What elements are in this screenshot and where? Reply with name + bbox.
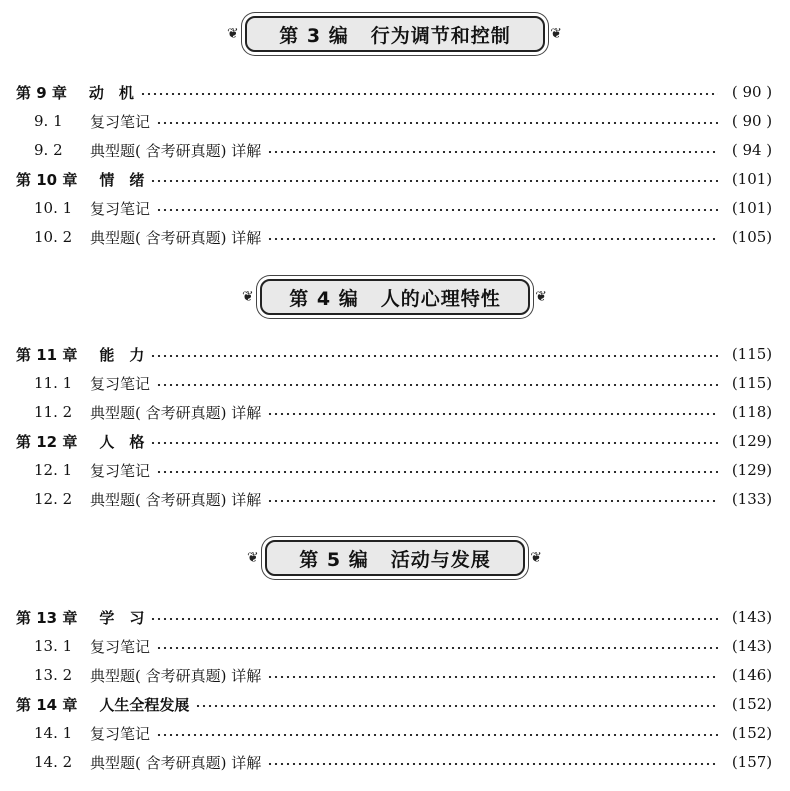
scroll-ornament-icon: ❦ xyxy=(247,550,260,566)
toc-chapter-entry[interactable] xyxy=(0,429,790,453)
dot-leader xyxy=(267,413,718,415)
dot-leader xyxy=(156,734,718,736)
section-title: 复习笔记 xyxy=(90,199,151,218)
page-number: ( 90 ) xyxy=(731,83,773,101)
dot-leader xyxy=(267,500,718,502)
toc-chapter-entry[interactable] xyxy=(0,342,790,366)
chapter-number: 第 14 章 xyxy=(16,695,78,714)
toc-section-entry[interactable] xyxy=(0,458,790,482)
toc-section-entry[interactable] xyxy=(0,487,790,511)
section-title: 复习笔记 xyxy=(90,461,151,480)
dot-leader xyxy=(156,384,718,386)
dot-leader xyxy=(156,647,718,649)
chapter-title: 学 习 xyxy=(99,608,145,627)
dot-leader xyxy=(140,93,718,95)
page-number: (115) xyxy=(731,374,773,392)
page-number: (157) xyxy=(731,753,773,771)
section-number: 11. 2 xyxy=(34,403,73,421)
toc-chapter-entry[interactable] xyxy=(0,167,790,191)
page-number: (101) xyxy=(731,170,773,188)
page-number: (133) xyxy=(731,490,773,508)
toc-section-entry[interactable] xyxy=(0,750,790,774)
section-title: 典型题( 含考研真题) 详解 xyxy=(90,228,262,247)
chapter-title: 动 机 xyxy=(88,83,134,102)
section-number: 9. 1 xyxy=(34,112,63,130)
toc-chapter-entry[interactable] xyxy=(0,80,790,104)
page-number: (143) xyxy=(731,637,773,655)
toc-section-entry[interactable] xyxy=(0,371,790,395)
scroll-ornament-icon: ❦ xyxy=(550,26,563,42)
part-label: 第 3 编 xyxy=(279,24,349,47)
chapter-number: 第 13 章 xyxy=(16,608,78,627)
section-number: 11. 1 xyxy=(34,374,73,392)
chapter-number: 第 11 章 xyxy=(16,345,78,364)
page-number: (146) xyxy=(731,666,773,684)
page-number: (152) xyxy=(731,695,773,713)
section-title: 典型题( 含考研真题) 详解 xyxy=(90,403,262,422)
page-number: ( 90 ) xyxy=(731,112,773,130)
part-title: 活动与发展 xyxy=(390,548,491,571)
section-number: 10. 2 xyxy=(34,228,73,246)
part-banner xyxy=(242,279,548,315)
part-banner xyxy=(227,16,563,52)
toc-chapter-entry[interactable] xyxy=(0,605,790,629)
part-label: 第 4 编 xyxy=(289,287,359,310)
dot-leader xyxy=(267,763,718,765)
toc-section-entry[interactable] xyxy=(0,634,790,658)
dot-leader xyxy=(150,618,718,620)
page-number: (129) xyxy=(731,461,773,479)
page-number: (143) xyxy=(731,608,773,626)
section-number: 10. 1 xyxy=(34,199,73,217)
page-number: (152) xyxy=(731,724,773,742)
dot-leader xyxy=(156,471,718,473)
chapter-number: 第 9 章 xyxy=(16,83,67,102)
dot-leader xyxy=(150,355,718,357)
scroll-ornament-icon: ❦ xyxy=(530,550,543,566)
section-title: 复习笔记 xyxy=(90,112,151,131)
dot-leader xyxy=(150,180,718,182)
section-number: 9. 2 xyxy=(34,141,63,159)
section-number: 13. 1 xyxy=(34,637,73,655)
dot-leader xyxy=(195,705,718,707)
part-title: 人的心理特性 xyxy=(380,287,501,310)
chapter-number: 第 12 章 xyxy=(16,432,78,451)
toc-section-entry[interactable] xyxy=(0,663,790,687)
part-label: 第 5 编 xyxy=(299,548,369,571)
section-title: 复习笔记 xyxy=(90,724,151,743)
chapter-title: 人生全程发展 xyxy=(99,695,190,714)
toc-chapter-entry[interactable] xyxy=(0,692,790,716)
section-title: 复习笔记 xyxy=(90,374,151,393)
scroll-ornament-icon: ❦ xyxy=(227,26,240,42)
section-number: 14. 1 xyxy=(34,724,73,742)
section-title: 典型题( 含考研真题) 详解 xyxy=(90,666,262,685)
chapter-title: 人 格 xyxy=(99,432,145,451)
page-number: (129) xyxy=(731,432,773,450)
toc-section-entry[interactable] xyxy=(0,225,790,249)
section-number: 13. 2 xyxy=(34,666,73,684)
part-banner xyxy=(247,540,543,576)
page-number: (118) xyxy=(731,403,773,421)
page-number: ( 94 ) xyxy=(731,141,773,159)
scroll-ornament-icon: ❦ xyxy=(535,289,548,305)
section-number: 14. 2 xyxy=(34,753,73,771)
section-title: 复习笔记 xyxy=(90,637,151,656)
chapter-title: 情 绪 xyxy=(99,170,145,189)
toc-section-entry[interactable] xyxy=(0,138,790,162)
part-title: 行为调节和控制 xyxy=(370,24,511,47)
dot-leader xyxy=(150,442,718,444)
toc-section-entry[interactable] xyxy=(0,721,790,745)
dot-leader xyxy=(267,676,718,678)
dot-leader xyxy=(156,122,718,124)
dot-leader xyxy=(267,151,718,153)
page-number: (101) xyxy=(731,199,773,217)
section-number: 12. 1 xyxy=(34,461,73,479)
dot-leader xyxy=(156,209,718,211)
toc-section-entry[interactable] xyxy=(0,400,790,424)
section-title: 典型题( 含考研真题) 详解 xyxy=(90,141,262,160)
page-number: (105) xyxy=(731,228,773,246)
section-number: 12. 2 xyxy=(34,490,73,508)
toc-section-entry[interactable] xyxy=(0,196,790,220)
chapter-title: 能 力 xyxy=(99,345,145,364)
dot-leader xyxy=(267,238,718,240)
toc-section-entry[interactable] xyxy=(0,109,790,133)
chapter-number: 第 10 章 xyxy=(16,170,78,189)
section-title: 典型题( 含考研真题) 详解 xyxy=(90,753,262,772)
page-number: (115) xyxy=(731,345,773,363)
scroll-ornament-icon: ❦ xyxy=(242,289,255,305)
section-title: 典型题( 含考研真题) 详解 xyxy=(90,490,262,509)
